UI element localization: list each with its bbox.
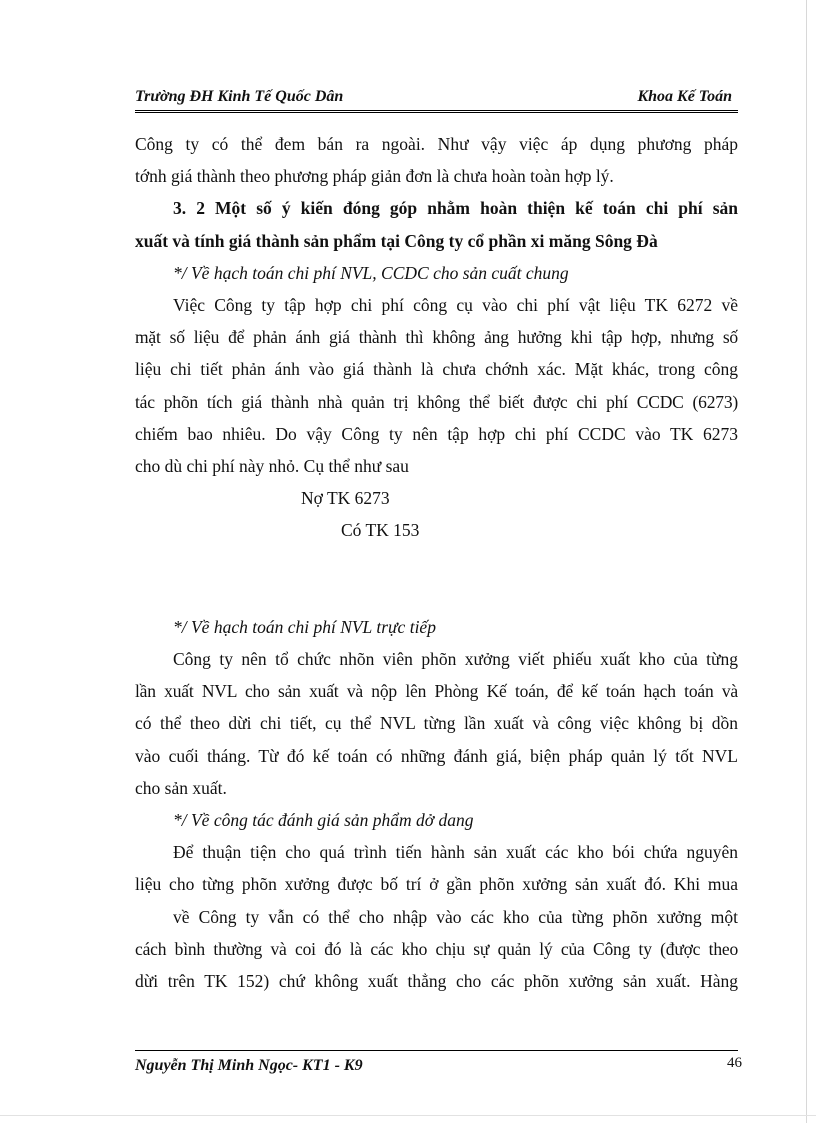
body-line: cho dù chi phí này nhỏ. Cụ thể như sau: [135, 455, 409, 476]
body-line: có thể theo dừi chi tiết, cụ thể NVL từng lần xuất và công việc không bị dồn: [135, 713, 738, 734]
body-line: cách bình thường và coi đó là các kho chịu sự quản lý của Công ty (được theo: [135, 938, 738, 959]
spacer: [135, 546, 738, 578]
document-body: [135, 128, 738, 997]
body-line: dừi trên TK 152) chứ không xuất thẳng cho các phõn xưởng sản xuất. Hàng: [135, 970, 738, 991]
body-line: Công ty nên tổ chức nhõn viên phõn xưởng viết phiếu xuất kho của từng: [173, 649, 738, 669]
page-header: [135, 86, 738, 113]
body-line: Để thuận tiện cho quá trình tiến hành sản xuất các kho bói chứa nguyên: [173, 842, 738, 863]
spacer: [135, 579, 738, 611]
header-department: Khoa Kế Toán: [637, 88, 732, 105]
body-line: tác phõn tích giá thành nhà quản trị không thể biết được chi phí CCDC (6273): [135, 391, 738, 412]
section-heading: 3. 2 Một số ý kiến đóng góp nhằm hoàn thiện kế toán chi phí sản: [173, 198, 738, 219]
frame-bottom-line: [0, 1115, 816, 1116]
page-number: 46: [727, 1055, 742, 1071]
body-line: vào cuối tháng. Từ đó kế toán có những đánh giá, biện pháp quản lý tốt NVL: [135, 745, 738, 766]
page-footer: [135, 1050, 742, 1077]
body-line: mặt số liệu để phản ánh giá thành thì không ảng hưởng khi tập hợp, nhưng số: [135, 327, 738, 348]
body-line: Việc Công ty tập hợp chi phí công cụ vào chi phí vật liệu TK 6272 về: [173, 294, 738, 315]
subsection-heading: */ Về hạch toán chi phí NVL, CCDC cho sản cuất chung: [173, 262, 569, 283]
body-line: lần xuất NVL cho sản xuất và nộp lên Phòng Kế toán, để kế toán hạch toán và: [135, 681, 738, 702]
frame-right-line: [806, 0, 807, 1123]
body-line: cho sản xuất.: [135, 777, 227, 798]
accounting-entry-credit: Có TK 153: [341, 520, 420, 541]
footer-author: Nguyễn Thị Minh Ngọc- KT1 - K9: [135, 1057, 363, 1074]
body-line: liệu cho từng phõn xưởng được bố trí ở gần phõn xưởng sản xuất đó. Khi mua: [135, 874, 738, 895]
body-line: về Công ty vẫn có thể cho nhập vào các kho của từng phõn xưởng một: [173, 906, 738, 927]
section-heading: xuất và tính giá thành sản phẩm tại Công ty cổ phần xi măng Sông Đà: [135, 230, 658, 251]
body-line: liệu chi tiết phản ánh vào giá thành là chưa chớnh xác. Mặt khác, trong công: [135, 359, 738, 380]
subsection-heading: */ Về công tác đánh giá sản phẩm dở dang: [173, 809, 474, 830]
accounting-entry-debit: Nợ TK 6273: [301, 488, 390, 509]
subsection-heading: */ Về hạch toán chi phí NVL trực tiếp: [173, 616, 436, 637]
body-line: chiếm bao nhiêu. Do vậy Công ty nên tập hợp chi phí CCDC vào TK 6273: [135, 423, 738, 444]
header-university: Trường ĐH Kinh Tế Quốc Dân: [135, 88, 344, 105]
body-line: Công ty có thể đem bán ra ngoài. Như vậy việc áp dụng phương pháp: [135, 134, 738, 154]
body-line: tớnh giá thành theo phương pháp giản đơn là chưa hoàn toàn hợp lý.: [135, 166, 614, 187]
